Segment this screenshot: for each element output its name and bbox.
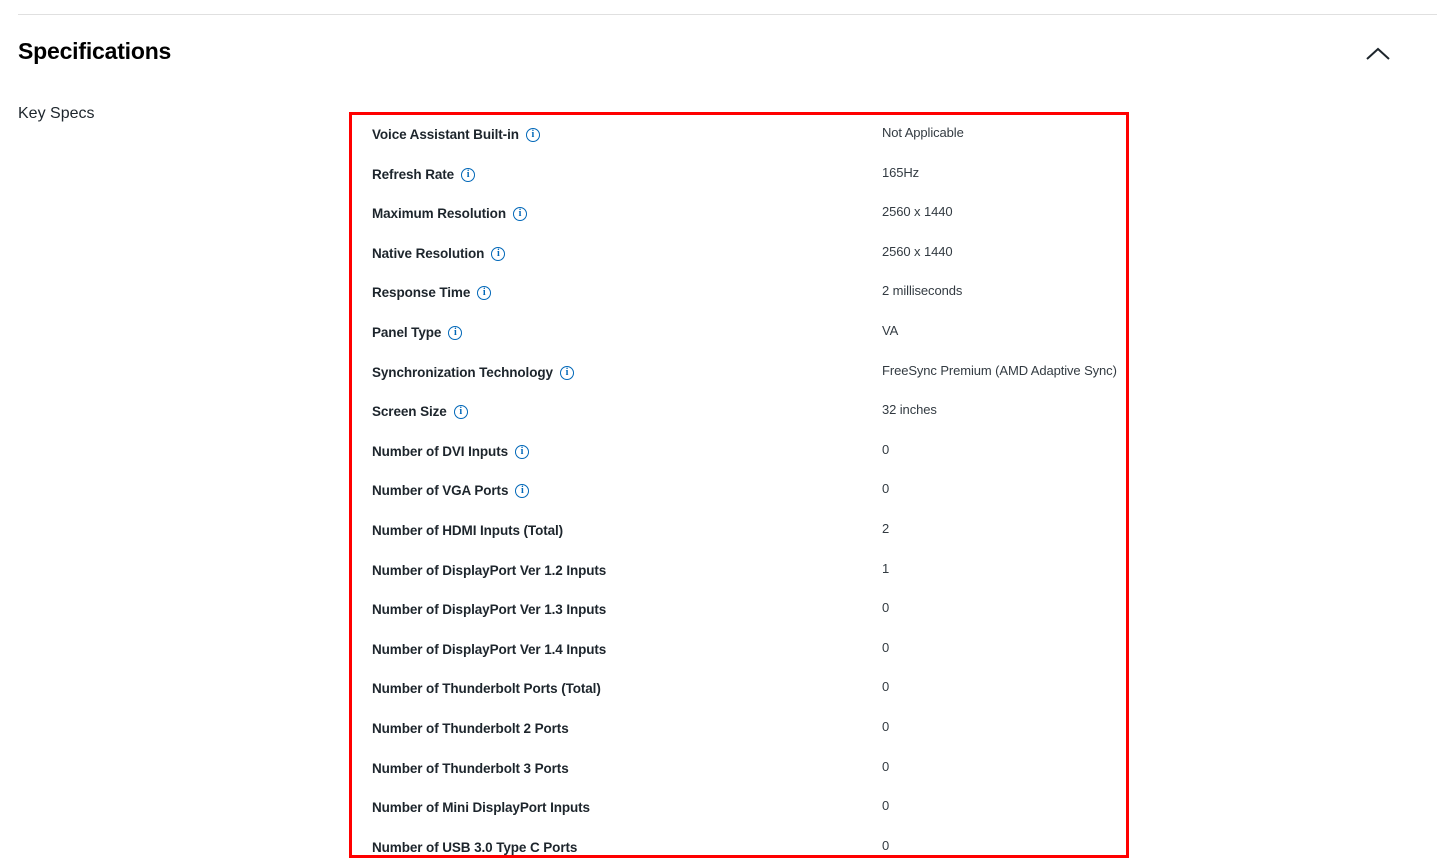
spec-name-cell xyxy=(372,194,882,223)
spec-name-label: Number of Mini DisplayPort Inputs xyxy=(372,800,590,816)
spec-name-cell xyxy=(372,828,882,857)
table-row xyxy=(352,392,1126,432)
spec-value-cell: 1 xyxy=(882,560,890,576)
spec-value-cell: 2560 x 1440 xyxy=(882,204,953,220)
table-row xyxy=(352,551,1126,591)
spec-name-cell xyxy=(372,749,882,778)
spec-name-cell xyxy=(372,432,882,461)
spec-value-cell: 0 xyxy=(882,441,890,457)
spec-name-cell xyxy=(372,155,882,184)
spec-name-label: Number of Thunderbolt 3 Ports xyxy=(372,760,569,776)
spec-value-cell: 32 inches xyxy=(882,402,937,418)
key-specs-highlight-region xyxy=(349,112,1129,858)
spec-name-label: Maximum Resolution xyxy=(372,206,506,222)
spec-name-cell xyxy=(372,590,882,619)
page-title: Specifications xyxy=(18,38,172,64)
spec-name-label: Number of DVI Inputs xyxy=(372,443,508,459)
key-specs-label: Key Specs xyxy=(18,105,95,122)
spec-value-cell: 165Hz xyxy=(882,164,920,180)
spec-name-cell xyxy=(372,511,882,540)
spec-name-cell xyxy=(372,353,882,382)
table-row xyxy=(352,788,1126,828)
spec-name-cell xyxy=(372,630,882,659)
table-row xyxy=(352,155,1126,195)
table-row xyxy=(352,709,1126,749)
table-row xyxy=(352,511,1126,551)
info-icon[interactable]: i xyxy=(513,207,527,221)
spec-name-label: Number of DisplayPort Ver 1.4 Inputs xyxy=(372,641,607,657)
table-row xyxy=(352,194,1126,234)
chevron-up-glyph xyxy=(1363,45,1393,65)
spec-name-label: Response Time xyxy=(372,285,471,301)
table-row xyxy=(352,669,1126,709)
top-divider xyxy=(18,14,1437,15)
spec-name-label: Number of DisplayPort Ver 1.2 Inputs xyxy=(372,562,607,578)
spec-name-cell xyxy=(372,788,882,817)
spec-name-cell xyxy=(372,273,882,302)
spec-value-cell: 0 xyxy=(882,481,890,497)
info-icon[interactable]: i xyxy=(477,286,491,300)
spec-name-label: Refresh Rate xyxy=(372,166,455,182)
spec-value-cell: FreeSync Premium (AMD Adaptive Sync) xyxy=(882,362,1117,378)
info-icon[interactable]: i xyxy=(448,326,462,340)
spec-name-label: Number of Thunderbolt Ports (Total) xyxy=(372,681,601,697)
info-icon[interactable]: i xyxy=(560,366,574,380)
spec-name-label: Native Resolution xyxy=(372,245,485,261)
spec-name-label: Number of Thunderbolt 2 Ports xyxy=(372,720,569,736)
table-row xyxy=(352,234,1126,274)
chevron-up-icon[interactable] xyxy=(1363,42,1397,68)
spec-name-cell xyxy=(372,115,882,144)
info-icon[interactable]: i xyxy=(515,484,529,498)
spec-value-cell: 0 xyxy=(882,639,890,655)
spec-value-cell: 0 xyxy=(882,758,890,774)
spec-name-cell xyxy=(372,551,882,580)
info-icon[interactable]: i xyxy=(461,168,475,182)
table-row xyxy=(352,432,1126,472)
spec-name-cell xyxy=(372,392,882,421)
spec-name-label: Panel Type xyxy=(372,324,442,340)
spec-value-cell: Not Applicable xyxy=(882,125,964,140)
table-row xyxy=(352,828,1126,858)
spec-name-cell xyxy=(372,669,882,698)
info-icon[interactable]: i xyxy=(454,405,468,419)
info-icon[interactable]: i xyxy=(526,128,540,142)
spec-value-cell: 0 xyxy=(882,600,890,616)
spec-name-cell xyxy=(372,709,882,738)
spec-name-label: Number of VGA Ports xyxy=(372,483,509,499)
table-row xyxy=(352,749,1126,789)
specifications-table xyxy=(352,115,1126,858)
spec-name-label: Synchronization Technology xyxy=(372,364,553,380)
spec-name-label: Number of DisplayPort Ver 1.3 Inputs xyxy=(372,602,607,618)
spec-name-cell xyxy=(372,471,882,500)
table-row xyxy=(352,353,1126,393)
spec-value-cell: 0 xyxy=(882,798,890,814)
spec-name-label: Number of HDMI Inputs (Total) xyxy=(372,522,564,538)
spec-name-cell xyxy=(372,313,882,342)
table-row xyxy=(352,313,1126,353)
spec-value-cell: VA xyxy=(882,322,899,338)
spec-value-cell: 0 xyxy=(882,837,890,853)
table-row xyxy=(352,273,1126,313)
spec-value-cell: 2560 x 1440 xyxy=(882,243,953,259)
spec-value-cell: 2 xyxy=(882,520,890,536)
spec-name-label: Voice Assistant Built-in xyxy=(372,127,519,142)
table-row xyxy=(352,590,1126,630)
table-row xyxy=(352,630,1126,670)
spec-name-cell xyxy=(372,234,882,263)
spec-value-cell: 2 milliseconds xyxy=(882,283,963,299)
table-row xyxy=(352,115,1126,155)
specifications-header xyxy=(18,36,1437,82)
spec-name-label: Number of USB 3.0 Type C Ports xyxy=(372,839,578,855)
spec-value-cell: 0 xyxy=(882,679,890,695)
table-row xyxy=(352,471,1126,511)
spec-name-label: Screen Size xyxy=(372,404,447,420)
spec-value-cell: 0 xyxy=(882,718,890,734)
info-icon[interactable]: i xyxy=(515,445,529,459)
info-icon[interactable]: i xyxy=(491,247,505,261)
